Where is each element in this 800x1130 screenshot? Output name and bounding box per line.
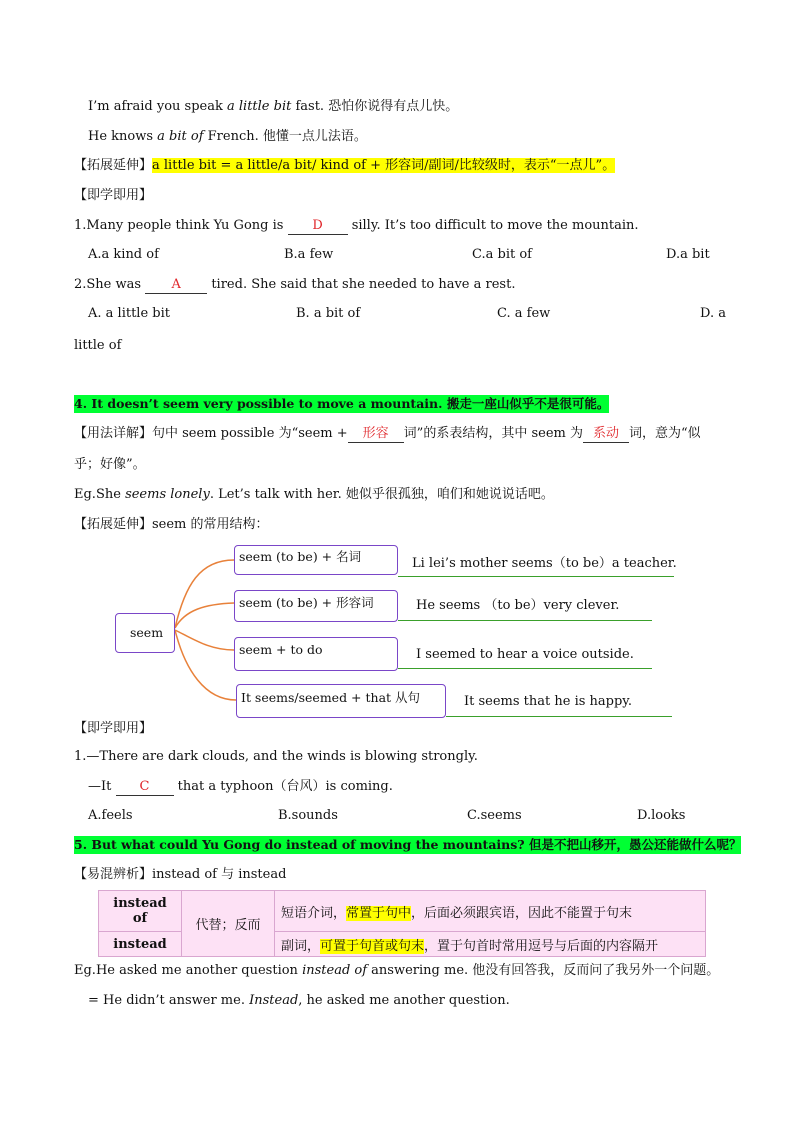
q1-option-b: B.a few [284, 247, 334, 262]
text: He knows [88, 129, 158, 144]
meaning-cell: 代替；反而 [182, 891, 275, 957]
term-instead-of: instead of [99, 891, 182, 932]
phrase: seems lonely [125, 487, 210, 502]
practice-label-2: 【即学即用】 [74, 721, 153, 736]
option-d: D.looks [637, 808, 686, 823]
seem-extension: 【拓展延伸】seem 的常用结构： [74, 517, 269, 532]
answer-blank: D [288, 218, 348, 235]
example-to-do: I seemed to hear a voice outside. [416, 647, 634, 662]
text: 【用法详解】句中 seem possible 为“seem + [74, 426, 348, 441]
text: , he asked me another question. [298, 993, 510, 1008]
highlighted-text: a little bit = a little/a bit/ kind of + 形容词/副词/比较级时，表示“一点儿”。 [152, 158, 616, 173]
q1-option-c: C.a bit of [472, 247, 532, 262]
practice-label: 【即学即用】 [74, 188, 153, 203]
structure-to-do: seem + to do [234, 637, 398, 671]
term-instead: instead [99, 932, 182, 957]
highlighted-text: 可置于句首或句末 [320, 938, 425, 954]
option-c: C.seems [467, 808, 522, 823]
phrase: Instead [249, 993, 299, 1008]
text: 1.Many people think Yu Gong is [74, 218, 288, 233]
section-4-heading: 4. It doesn’t seem very possible to move a mountain. 搬走一座山似乎不是很可能。 [74, 396, 610, 411]
q2-option-a: A. a little bit [88, 306, 170, 321]
text: ，置于句首时常用逗号与后面的内容隔开 [424, 938, 659, 954]
text: = He didn’t answer me. [88, 993, 250, 1008]
q1-option-a: A.a kind of [88, 247, 159, 262]
text: answering me. 他没有回答我，反而问了我另外一个问题。 [367, 963, 720, 978]
text: 短语介词， [281, 905, 347, 921]
answer-blank: C [116, 779, 174, 796]
option-a: A.feels [88, 808, 133, 823]
answer-blank: 系动 [583, 426, 629, 443]
instead-of-example [74, 962, 719, 980]
text: French. 他懂一点儿法语。 [203, 129, 367, 144]
text: fast. 恐怕你说得有点儿快。 [291, 99, 459, 114]
text: 副词， [281, 938, 321, 954]
text: 词，意为“似 [628, 426, 701, 441]
q2-option-c: C. a few [497, 306, 551, 321]
table-row [99, 891, 706, 932]
text: silly. It’s too difficult to move the mountain. [347, 218, 639, 233]
mindmap-root: seem [115, 613, 175, 653]
example-underline [446, 716, 672, 717]
desc-instead [275, 932, 706, 957]
answer-blank: A [145, 277, 207, 294]
text: Eg.He asked me another question [74, 963, 303, 978]
example-underline [398, 668, 652, 669]
section-5-heading: 5. But what could Yu Gong do instead of moving the mountains? 但是不把山移开，愚公还能做什么呢？ [74, 837, 742, 852]
example-underline [398, 576, 674, 577]
structure-noun: seem (to be) + 名词 [234, 545, 398, 575]
practice-q1-line2 [88, 778, 393, 796]
text: Eg.She [74, 487, 126, 502]
connector-3 [175, 630, 234, 650]
text: tired. She said that she needed to have a rest. [207, 277, 516, 292]
text: —It [88, 779, 116, 794]
instead-example [88, 992, 510, 1010]
confusion-label: 【易混辨析】instead of 与 instead [74, 867, 287, 882]
text: 词”的系表结构，其中 seem 为 [403, 426, 583, 441]
answer-blank: 形容 [348, 426, 404, 443]
text: 2.She was [74, 277, 146, 292]
connector-4 [175, 630, 236, 700]
q1-option-d: D.a bit [666, 247, 710, 262]
example-noun: Li lei’s mother seems（to be）a teacher. [412, 556, 677, 571]
connector-2 [175, 603, 234, 628]
q2-option-b: B. a bit of [296, 306, 361, 321]
text: . Let’s talk with her. 她似乎很孤独，咱们和她说说话吧。 [209, 487, 554, 502]
text: I’m afraid you speak [88, 99, 227, 114]
label: 【拓展延伸】 [74, 158, 153, 173]
phrase: a little bit [227, 99, 292, 114]
phrase: a bit of [157, 129, 204, 144]
q2-option-d: D. a [700, 306, 726, 321]
structure-adjective: seem (to be) + 形容词 [234, 590, 398, 622]
usage-detail-line-2: 乎；好像”。 [74, 457, 146, 472]
example-adjective: He seems （to be）very clever. [416, 598, 620, 613]
highlighted-text: 常置于句中 [346, 905, 412, 921]
example-underline [398, 620, 652, 621]
phrase: instead of [302, 963, 368, 978]
practice-q1-line1: 1.—There are dark clouds, and the winds is blowing strongly. [74, 749, 478, 764]
structure-that-clause: It seems/seemed + that 从句 [236, 684, 446, 718]
desc-instead-of [275, 891, 706, 932]
text: that a typhoon（台风）is coming. [173, 779, 393, 794]
text: ，后面必须跟宾语，因此不能置于句末 [411, 905, 633, 921]
q2-option-d-continued: little of [74, 338, 122, 353]
comparison-table [98, 890, 706, 957]
example-that-clause: It seems that he is happy. [464, 694, 633, 709]
option-b: B.sounds [278, 808, 338, 823]
